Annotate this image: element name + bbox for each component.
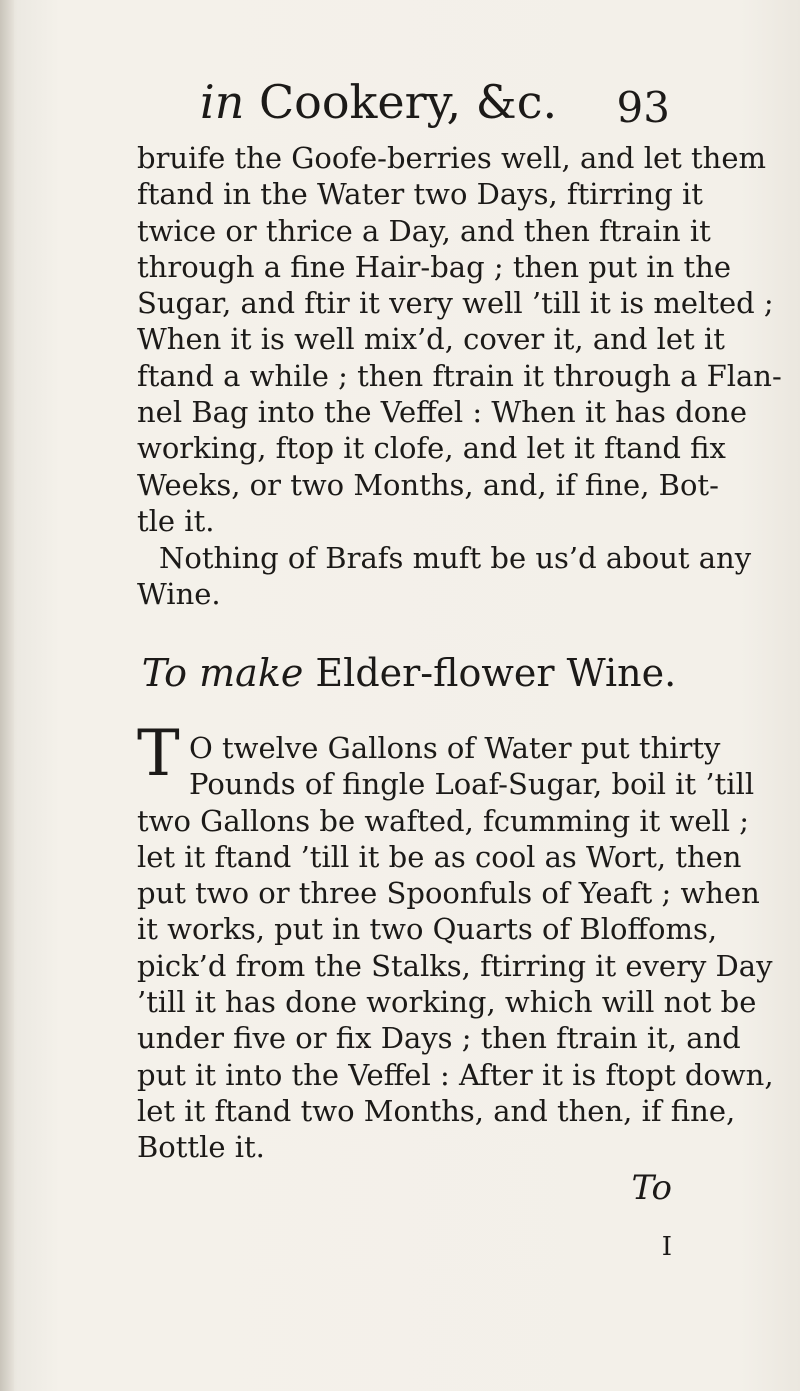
text-line: pick’d from the Stalks, ftirring it every Day [137, 948, 773, 983]
text-line: O twelve Gallons of Water put thirty [189, 731, 721, 765]
text-line: tle it. [137, 503, 215, 538]
section-title-italic: To make [141, 651, 304, 695]
text-line: nel Bag into the Veffel : When it has done [137, 395, 748, 430]
text-line: Bottle it. [137, 1130, 265, 1165]
text-line: let it ftand ’till it be as cool as Wort, then [137, 839, 742, 874]
text-line: Weeks, or two Months, and, if fine, Bot- [137, 467, 719, 502]
text-line: working, ftop it clofe, and let it ftand fix [137, 431, 726, 466]
section-title-text: Elder-flower Wine. [303, 651, 677, 695]
paragraph-gooseberry [137, 140, 782, 539]
running-head-italic: in [200, 75, 245, 129]
section-title [137, 648, 681, 698]
running-head [200, 72, 557, 132]
text-line: twice or thrice a Day, and then ftrain it [137, 213, 711, 248]
text-line: it works, put in two Quarts of Bloffoms, [137, 912, 718, 947]
page-header [200, 72, 670, 132]
text-line: put two or three Spoonfuls of Yeaft ; when [137, 876, 760, 911]
drop-cap: T [137, 717, 180, 791]
text-line: When it is well mix’d, cover it, and let it [137, 322, 725, 357]
text-line: let it ftand two Months, and then, if fine, [137, 1093, 736, 1128]
text-line: put it into the Veffel : After it is ftopt down, [137, 1057, 774, 1092]
catchword: To [631, 1168, 672, 1208]
paragraph-brass-note [137, 540, 752, 613]
text-line: bruife the Goofe-berries well, and let them [137, 141, 766, 175]
running-head-text: Cookery, &c. [244, 75, 558, 129]
signature-mark: I [661, 1232, 672, 1262]
text-line: ftand a while ; then ftrain it through a Flan- [137, 358, 782, 393]
text-line: Pounds of fingle Loaf-Sugar, boil it ’till [189, 767, 755, 802]
page-number: 93 [616, 83, 670, 132]
text-line: Nothing of Brafs muft be us’d about any [159, 541, 752, 575]
binding-shadow [0, 0, 14, 1391]
text-line: ftand in the Water two Days, ftirring it [137, 177, 703, 212]
text-line: under five or fix Days ; then ftrain it, and [137, 1021, 741, 1056]
text-line: Wine. [137, 577, 221, 612]
text-line: ’till it has done working, which will not be [137, 985, 757, 1020]
text-line: Sugar, and ftir it very well ’till it is melted ; [137, 286, 774, 321]
paragraph-elder-flower [137, 730, 774, 1166]
text-line: through a fine Hair-bag ; then put in the [137, 249, 732, 284]
text-line: two Gallons be wafted, fcumming it well ; [137, 803, 750, 838]
